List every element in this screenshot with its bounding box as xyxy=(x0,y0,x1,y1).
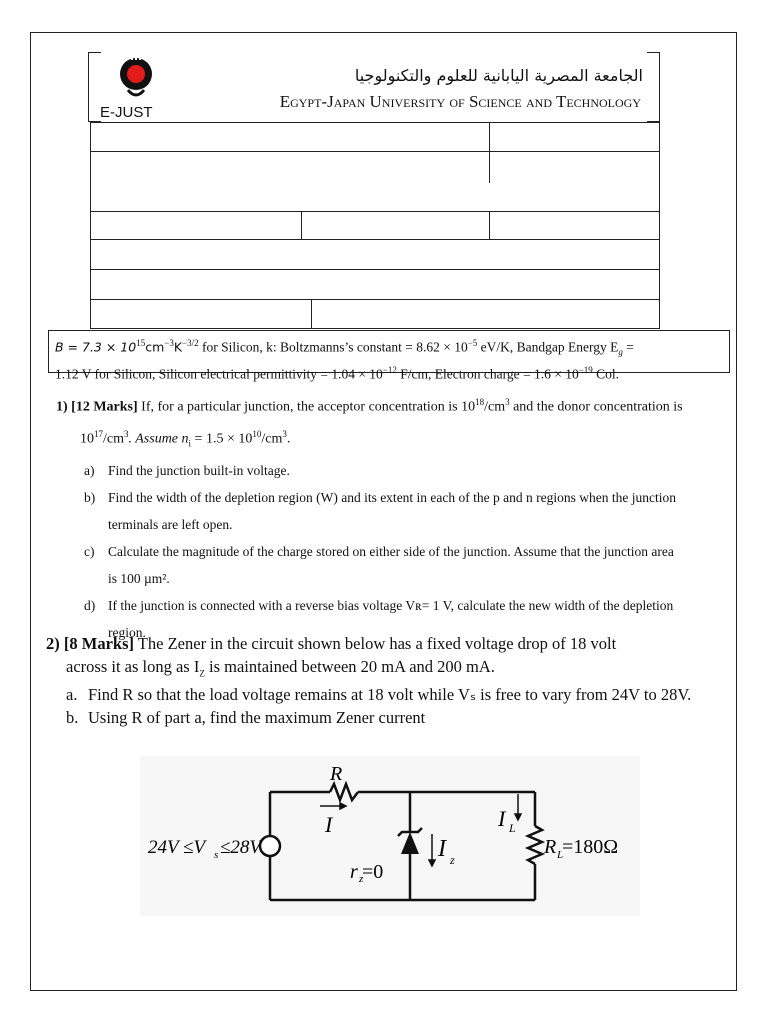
question-2-stem: 2) [8 Marks] The Zener in the circuit shown below has a fixed voltage drop of 18 volt xyxy=(46,634,617,653)
question-1-marks: [12 Marks] xyxy=(71,399,138,415)
constants-box xyxy=(48,330,730,382)
circuit-svg xyxy=(140,756,640,916)
source-label xyxy=(148,837,263,861)
grid-line xyxy=(489,211,490,239)
list-item: b) Find the width of the depletion region (W) and its extent in each of the p and n regions when the junction terminals are left open. xyxy=(84,490,676,533)
resistor-label: R xyxy=(330,763,343,785)
zener-diode-icon xyxy=(398,828,422,854)
question-1-parts xyxy=(56,457,686,646)
rz-label: r xyxy=(350,861,358,883)
zener-current-sub: z xyxy=(450,853,455,867)
grid-line xyxy=(489,123,490,183)
logo-text: E-JUST xyxy=(100,104,153,121)
question-2-stem-line-2: across it as long as $I_Z$ is maintained between 20 mA and 200 mA. xyxy=(66,656,495,678)
grid-line xyxy=(301,211,302,239)
question-2-marks: [8 Marks] xyxy=(63,634,134,653)
current-label: I xyxy=(325,812,333,837)
grid-line xyxy=(91,151,659,152)
grid-line xyxy=(91,299,659,300)
list-item: b. Using R of part a, find the maximum Zener current xyxy=(66,707,426,727)
svg-text:≤28V: ≤28V xyxy=(220,837,262,858)
svg-text:24V ≤V: 24V ≤V xyxy=(148,837,206,858)
grid-line xyxy=(311,299,312,329)
zener-current-label: I xyxy=(438,836,446,862)
grid-line xyxy=(91,239,659,240)
list-item: a) Find the junction built-in voltage. xyxy=(84,463,290,479)
load-current-label: I xyxy=(498,806,506,831)
load-resistor-sub: L xyxy=(557,849,564,861)
rz-value: =0 xyxy=(362,861,384,883)
list-item: a. Find R so that the load voltage remains at 18 volt while Vₛ is free to vary from 24V to 28V. xyxy=(66,685,692,705)
load-resistor-label: R xyxy=(544,836,557,858)
question-1-stem: 1) [12 Marks] If, for a particular junction, the acceptor concentration is $10^{18}/cm^3$ and the donor concentration is $10^{17}/cm^3$. Assume $n_i = 1.5 \times 10^{10}/cm^3$. xyxy=(56,397,683,449)
question-2 xyxy=(46,633,696,729)
svg-text:s: s xyxy=(214,849,219,861)
university-name-arabic: الجامعة المصرية اليابانية للعلوم والتكنولوجيا xyxy=(354,66,643,85)
voltage-source-icon xyxy=(260,836,280,856)
load-current-sub: L xyxy=(509,821,516,835)
grid-line xyxy=(91,211,659,212)
question-1 xyxy=(56,389,686,646)
list-item: d) If the junction is connected with a reverse bias voltage Vʀ= 1 V, calculate the new width of the depletion region. xyxy=(84,598,674,641)
university-header xyxy=(88,52,660,122)
header-right-bracket xyxy=(647,52,660,122)
student-info-table xyxy=(90,122,660,329)
constants-line-1: $B = 7.3 \times 10^{15}cm^{-3}K^{-3/2}$ for Silicon, k: Boltzmanns’s constant = $8.62 \times 10^{-5}$ eV/K, Bandgap Energy $E_g$ = xyxy=(55,338,634,358)
zener-circuit-diagram xyxy=(140,756,640,916)
load-resistor-value: =180Ω xyxy=(562,836,619,858)
grid-line xyxy=(91,269,659,270)
constants-line-2: 1.12 V for Silicon, Silicon electrical permittivity = $1.04 \times 10^{-12}$ F/cm, Electron charge = $1.6 \times 10^{-19}$ Col. xyxy=(55,365,620,382)
list-item: c) Calculate the magnitude of the charge stored on either side of the junction. Assume that the junction area is 100 µm². xyxy=(84,544,674,587)
rz-sub: z xyxy=(359,873,364,885)
university-name: Egypt-Japan University of Science and Technology xyxy=(279,92,641,111)
